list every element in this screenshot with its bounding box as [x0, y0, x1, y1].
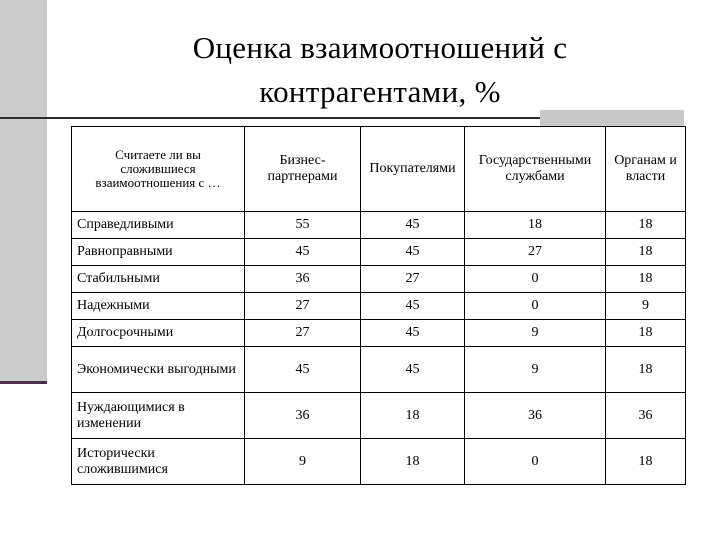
table-row	[72, 439, 686, 485]
cell-value: 36	[606, 393, 686, 439]
title-divider-line	[0, 117, 540, 119]
left-accent-bar	[0, 0, 47, 383]
row-label: Равноправными	[72, 239, 245, 266]
table-row	[72, 393, 686, 439]
cell-value: 27	[465, 239, 606, 266]
cell-value: 45	[361, 212, 465, 239]
cell-value: 18	[361, 439, 465, 485]
cell-value: 0	[465, 293, 606, 320]
header-question: Считаете ли вы сложившиеся взаимоотношения с …	[72, 127, 245, 212]
cell-value: 18	[606, 239, 686, 266]
table-row	[72, 347, 686, 393]
table-row	[72, 239, 686, 266]
row-label: Экономически выгодными	[72, 347, 245, 393]
table-header-row	[72, 127, 686, 212]
relations-table	[71, 126, 686, 485]
cell-value: 9	[245, 439, 361, 485]
header-authorities: Органам и власти	[606, 127, 686, 212]
cell-value: 0	[465, 439, 606, 485]
row-label: Долгосрочными	[72, 320, 245, 347]
table-row	[72, 320, 686, 347]
cell-value: 36	[465, 393, 606, 439]
cell-value: 9	[606, 293, 686, 320]
cell-value: 45	[245, 239, 361, 266]
cell-value: 55	[245, 212, 361, 239]
header-buyers: Покупателями	[361, 127, 465, 212]
cell-value: 18	[361, 393, 465, 439]
slide-title	[100, 26, 660, 114]
table-row	[72, 293, 686, 320]
cell-value: 45	[245, 347, 361, 393]
row-label: Надежными	[72, 293, 245, 320]
cell-value: 18	[465, 212, 606, 239]
header-state-services: Государственными службами	[465, 127, 606, 212]
row-label: Стабильными	[72, 266, 245, 293]
cell-value: 27	[245, 293, 361, 320]
cell-value: 45	[361, 293, 465, 320]
cell-value: 36	[245, 393, 361, 439]
cell-value: 9	[465, 347, 606, 393]
table-row	[72, 266, 686, 293]
slide-title-line-2: контрагентами, %	[259, 74, 501, 109]
cell-value: 18	[606, 439, 686, 485]
cell-value: 27	[245, 320, 361, 347]
cell-value: 18	[606, 212, 686, 239]
left-accent-bar-edge	[0, 381, 47, 384]
row-label: Нуждающимися в изменении	[72, 393, 245, 439]
table-row	[72, 212, 686, 239]
cell-value: 45	[361, 347, 465, 393]
cell-value: 45	[361, 320, 465, 347]
cell-value: 18	[606, 266, 686, 293]
cell-value: 18	[606, 320, 686, 347]
row-label: Справедливыми	[72, 212, 245, 239]
row-label: Исторически сложившимися	[72, 439, 245, 485]
cell-value: 9	[465, 320, 606, 347]
cell-value: 0	[465, 266, 606, 293]
slide-title-line-1: Оценка взаимоотношений с	[192, 30, 568, 65]
cell-value: 27	[361, 266, 465, 293]
cell-value: 36	[245, 266, 361, 293]
cell-value: 18	[606, 347, 686, 393]
cell-value: 45	[361, 239, 465, 266]
header-business-partners: Бизнес-партнерами	[245, 127, 361, 212]
